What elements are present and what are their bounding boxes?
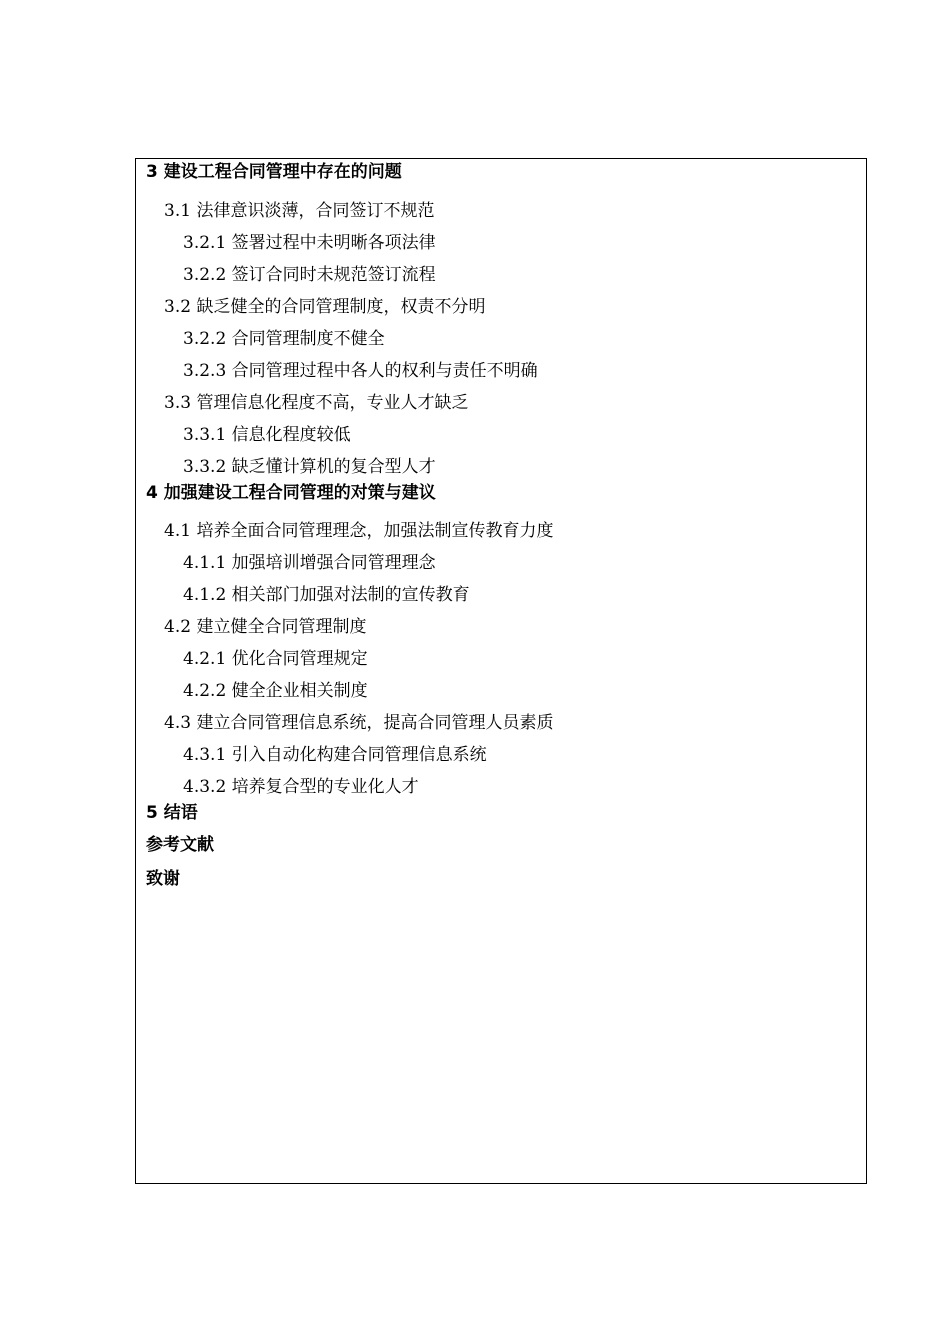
heading-4-1-2: 4.1.2 相关部门加强对法制的宣传教育 bbox=[183, 585, 470, 605]
heading-3-3: 3.3 管理信息化程度不高，专业人才缺乏 bbox=[164, 393, 469, 413]
heading-5: 5 结语 bbox=[146, 803, 198, 823]
heading-3-1: 3.1 法律意识淡薄，合同签订不规范 bbox=[164, 201, 435, 221]
heading-3-2-2b: 3.2.2 合同管理制度不健全 bbox=[183, 329, 385, 349]
heading-4-3: 4.3 建立合同管理信息系统，提高合同管理人员素质 bbox=[164, 713, 554, 733]
heading-4-1-1: 4.1.1 加强培训增强合同管理理念 bbox=[183, 553, 436, 573]
heading-4-3-1: 4.3.1 引入自动化构建合同管理信息系统 bbox=[183, 745, 487, 765]
heading-acknowledgements: 致谢 bbox=[146, 869, 180, 889]
heading-3-2: 3.2 缺乏健全的合同管理制度，权责不分明 bbox=[164, 297, 486, 317]
heading-3-3-2: 3.3.2 缺乏懂计算机的复合型人才 bbox=[183, 457, 436, 477]
heading-3-2-1: 3.2.1 签署过程中未明晰各项法律 bbox=[183, 233, 436, 253]
heading-4-2-2: 4.2.2 健全企业相关制度 bbox=[183, 681, 368, 701]
heading-3-2-3: 3.2.3 合同管理过程中各人的权利与责任不明确 bbox=[183, 361, 538, 381]
heading-4-2: 4.2 建立健全合同管理制度 bbox=[164, 617, 367, 637]
heading-4-1: 4.1 培养全面合同管理理念，加强法制宣传教育力度 bbox=[164, 521, 554, 541]
heading-3: 3 建设工程合同管理中存在的问题 bbox=[146, 162, 402, 182]
heading-references: 参考文献 bbox=[146, 835, 214, 855]
heading-3-2-2: 3.2.2 签订合同时未规范签订流程 bbox=[183, 265, 436, 285]
outline-box bbox=[135, 158, 867, 1184]
heading-4-2-1: 4.2.1 优化合同管理规定 bbox=[183, 649, 368, 669]
heading-4: 4 加强建设工程合同管理的对策与建议 bbox=[146, 483, 436, 503]
heading-4-3-2: 4.3.2 培养复合型的专业化人才 bbox=[183, 777, 419, 797]
heading-3-3-1: 3.3.1 信息化程度较低 bbox=[183, 425, 351, 445]
